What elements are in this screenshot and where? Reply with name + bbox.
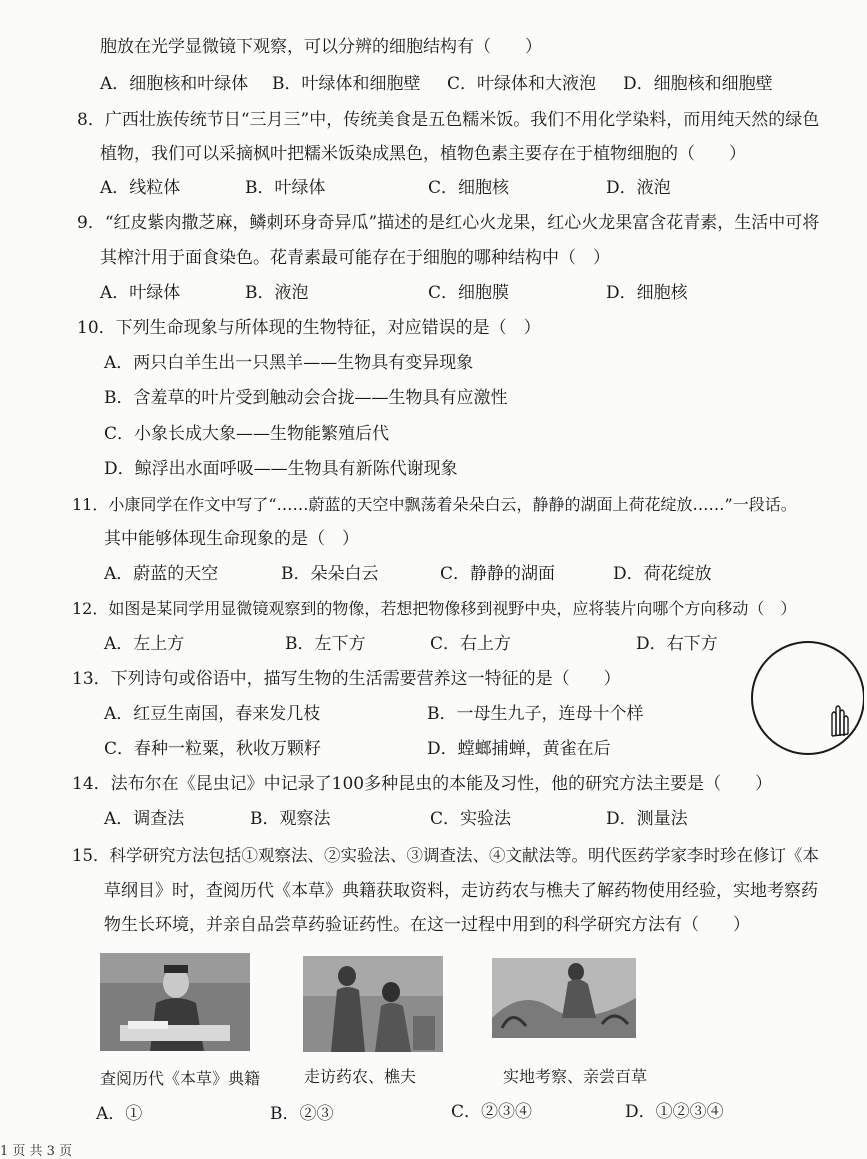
q9-option-c: C．细胞膜 bbox=[428, 283, 510, 303]
q13-option-a: A．红豆生南国，春来发几枝 bbox=[104, 704, 321, 724]
q15-option-b: B．②③ bbox=[270, 1104, 334, 1124]
q15-option-d: D．①②③④ bbox=[625, 1102, 724, 1122]
q15-option-c: C．②③④ bbox=[451, 1102, 533, 1122]
q7-option-a: A．细胞核和叶绿体 bbox=[100, 74, 249, 94]
q14-option-d: D．测量法 bbox=[606, 809, 688, 829]
q10-option-a: A．两只白羊生出一只黑羊——生物具有变异现象 bbox=[104, 353, 474, 373]
photo-reading-classics bbox=[100, 953, 250, 1051]
caption-field-survey: 实地考察、亲尝百草 bbox=[503, 1067, 648, 1086]
q15-stem-line1: 15．科学研究方法包括①观察法、②实验法、③调查法、④文献法等。明代医药学家李时珍在修订《本 bbox=[72, 846, 819, 865]
q14-option-a: A．调查法 bbox=[104, 809, 185, 829]
field-survey-illustration bbox=[492, 958, 636, 1038]
q7-option-c: C．叶绿体和大液泡 bbox=[447, 74, 597, 94]
q12-stem: 12．如图是某同学用显微镜观察到的物像，若想把物像移到视野中央，应将装片向哪个方向移动（ ） bbox=[72, 599, 797, 618]
q14-option-b: B．观察法 bbox=[250, 809, 331, 829]
q9-stem-line2: 其榨汁用于面食染色。花青素最可能存在于细胞的哪种结构中（ ） bbox=[100, 248, 610, 268]
field-of-view-circle bbox=[752, 642, 864, 754]
q15-option-a: A．① bbox=[96, 1104, 143, 1124]
q12-option-b: B．左下方 bbox=[285, 634, 366, 654]
q11-option-d: D．荷花绽放 bbox=[613, 564, 712, 584]
q10-option-c: C．小象长成大象——生物能繁殖后代 bbox=[104, 424, 390, 444]
q13-option-d: D．螳螂捕蝉，黄雀在后 bbox=[427, 739, 611, 759]
q10-option-d: D．鲸浮出水面呼吸——生物具有新陈代谢现象 bbox=[104, 459, 458, 479]
q7-option-b: B．叶绿体和细胞壁 bbox=[272, 74, 421, 94]
q12-option-c: C．右上方 bbox=[430, 634, 512, 654]
q8-option-a: A．线粒体 bbox=[100, 178, 181, 198]
caption-visiting-farmers: 走访药农、樵夫 bbox=[304, 1067, 417, 1086]
q11-stem-line2: 其中能够体现生命现象的是（ ） bbox=[104, 529, 359, 549]
q15-stem-line3: 物生长环境，并亲自品尝草药验证药性。在这一过程中用到的科学研究方法有（ ） bbox=[104, 915, 750, 935]
q9-stem-line1: 9．“红皮紫肉撒芝麻，鳞刺环身奇异瓜”描述的是红心火龙果，红心火龙果富含花青素，生活中可将 bbox=[77, 213, 820, 233]
q8-option-b: B．叶绿体 bbox=[245, 178, 326, 198]
q9-option-a: A．叶绿体 bbox=[100, 283, 181, 303]
q10-stem: 10．下列生命现象与所体现的生物特征，对应错误的是（ ） bbox=[77, 318, 541, 338]
q13-option-b: B．一母生九子，连母十个样 bbox=[427, 704, 644, 724]
q14-option-c: C．实验法 bbox=[430, 809, 512, 829]
specimen-image bbox=[832, 706, 848, 736]
q12-option-a: A．左上方 bbox=[104, 634, 185, 654]
visiting-farmers-illustration bbox=[303, 956, 443, 1052]
caption-reading-classics: 查阅历代《本草》典籍 bbox=[100, 1069, 261, 1088]
q8-option-d: D．液泡 bbox=[606, 178, 671, 198]
q11-option-c: C．静静的湖面 bbox=[440, 564, 556, 584]
q13-stem: 13．下列诗句或俗语中，描写生物的生活需要营养这一特征的是（ ） bbox=[72, 669, 621, 689]
q7-stem: 胞放在光学显微镜下观察，可以分辨的细胞结构有（ ） bbox=[100, 37, 542, 57]
microscope-view-diagram bbox=[748, 636, 864, 760]
page-footer: 1 页 共 3 页 bbox=[0, 1144, 73, 1159]
q11-stem-line1: 11．小康同学在作文中写了“……蔚蓝的天空中飘荡着朵朵白云，静静的湖面上荷花绽放……”一段话。 bbox=[72, 495, 797, 514]
q8-stem-line1: 8．广西壮族传统节日“三月三”中，传统美食是五色糯米饭。我们不用化学染料，而用纯天然的绿色 bbox=[77, 110, 820, 130]
q9-option-b: B．液泡 bbox=[245, 283, 309, 303]
scholar-reading-illustration bbox=[100, 953, 250, 1051]
photo-field-survey bbox=[492, 958, 636, 1038]
q8-option-c: C．细胞核 bbox=[428, 178, 510, 198]
photo-visiting-farmers bbox=[303, 956, 443, 1052]
q8-stem-line2: 植物，我们可以采摘枫叶把糯米饭染成黑色，植物色素主要存在于植物细胞的（ ） bbox=[100, 144, 746, 164]
q11-option-b: B．朵朵白云 bbox=[281, 564, 379, 584]
q15-stem-line2: 草纲目》时，查阅历代《本草》典籍获取资料，走访药农与樵夫了解药物使用经验，实地考察药 bbox=[104, 881, 818, 901]
q14-stem: 14．法布尔在《昆虫记》中记录了100多种昆虫的本能及习性，他的研究方法主要是（ ） bbox=[72, 774, 773, 794]
q10-option-b: B．含羞草的叶片受到触动会合拢——生物具有应激性 bbox=[104, 388, 508, 408]
q13-option-c: C．春种一粒粟，秋收万颗籽 bbox=[104, 739, 322, 759]
q7-option-d: D．细胞核和细胞壁 bbox=[623, 74, 773, 94]
q11-option-a: A．蔚蓝的天空 bbox=[104, 564, 219, 584]
q12-option-d: D．右下方 bbox=[636, 634, 718, 654]
q9-option-d: D．细胞核 bbox=[606, 283, 688, 303]
